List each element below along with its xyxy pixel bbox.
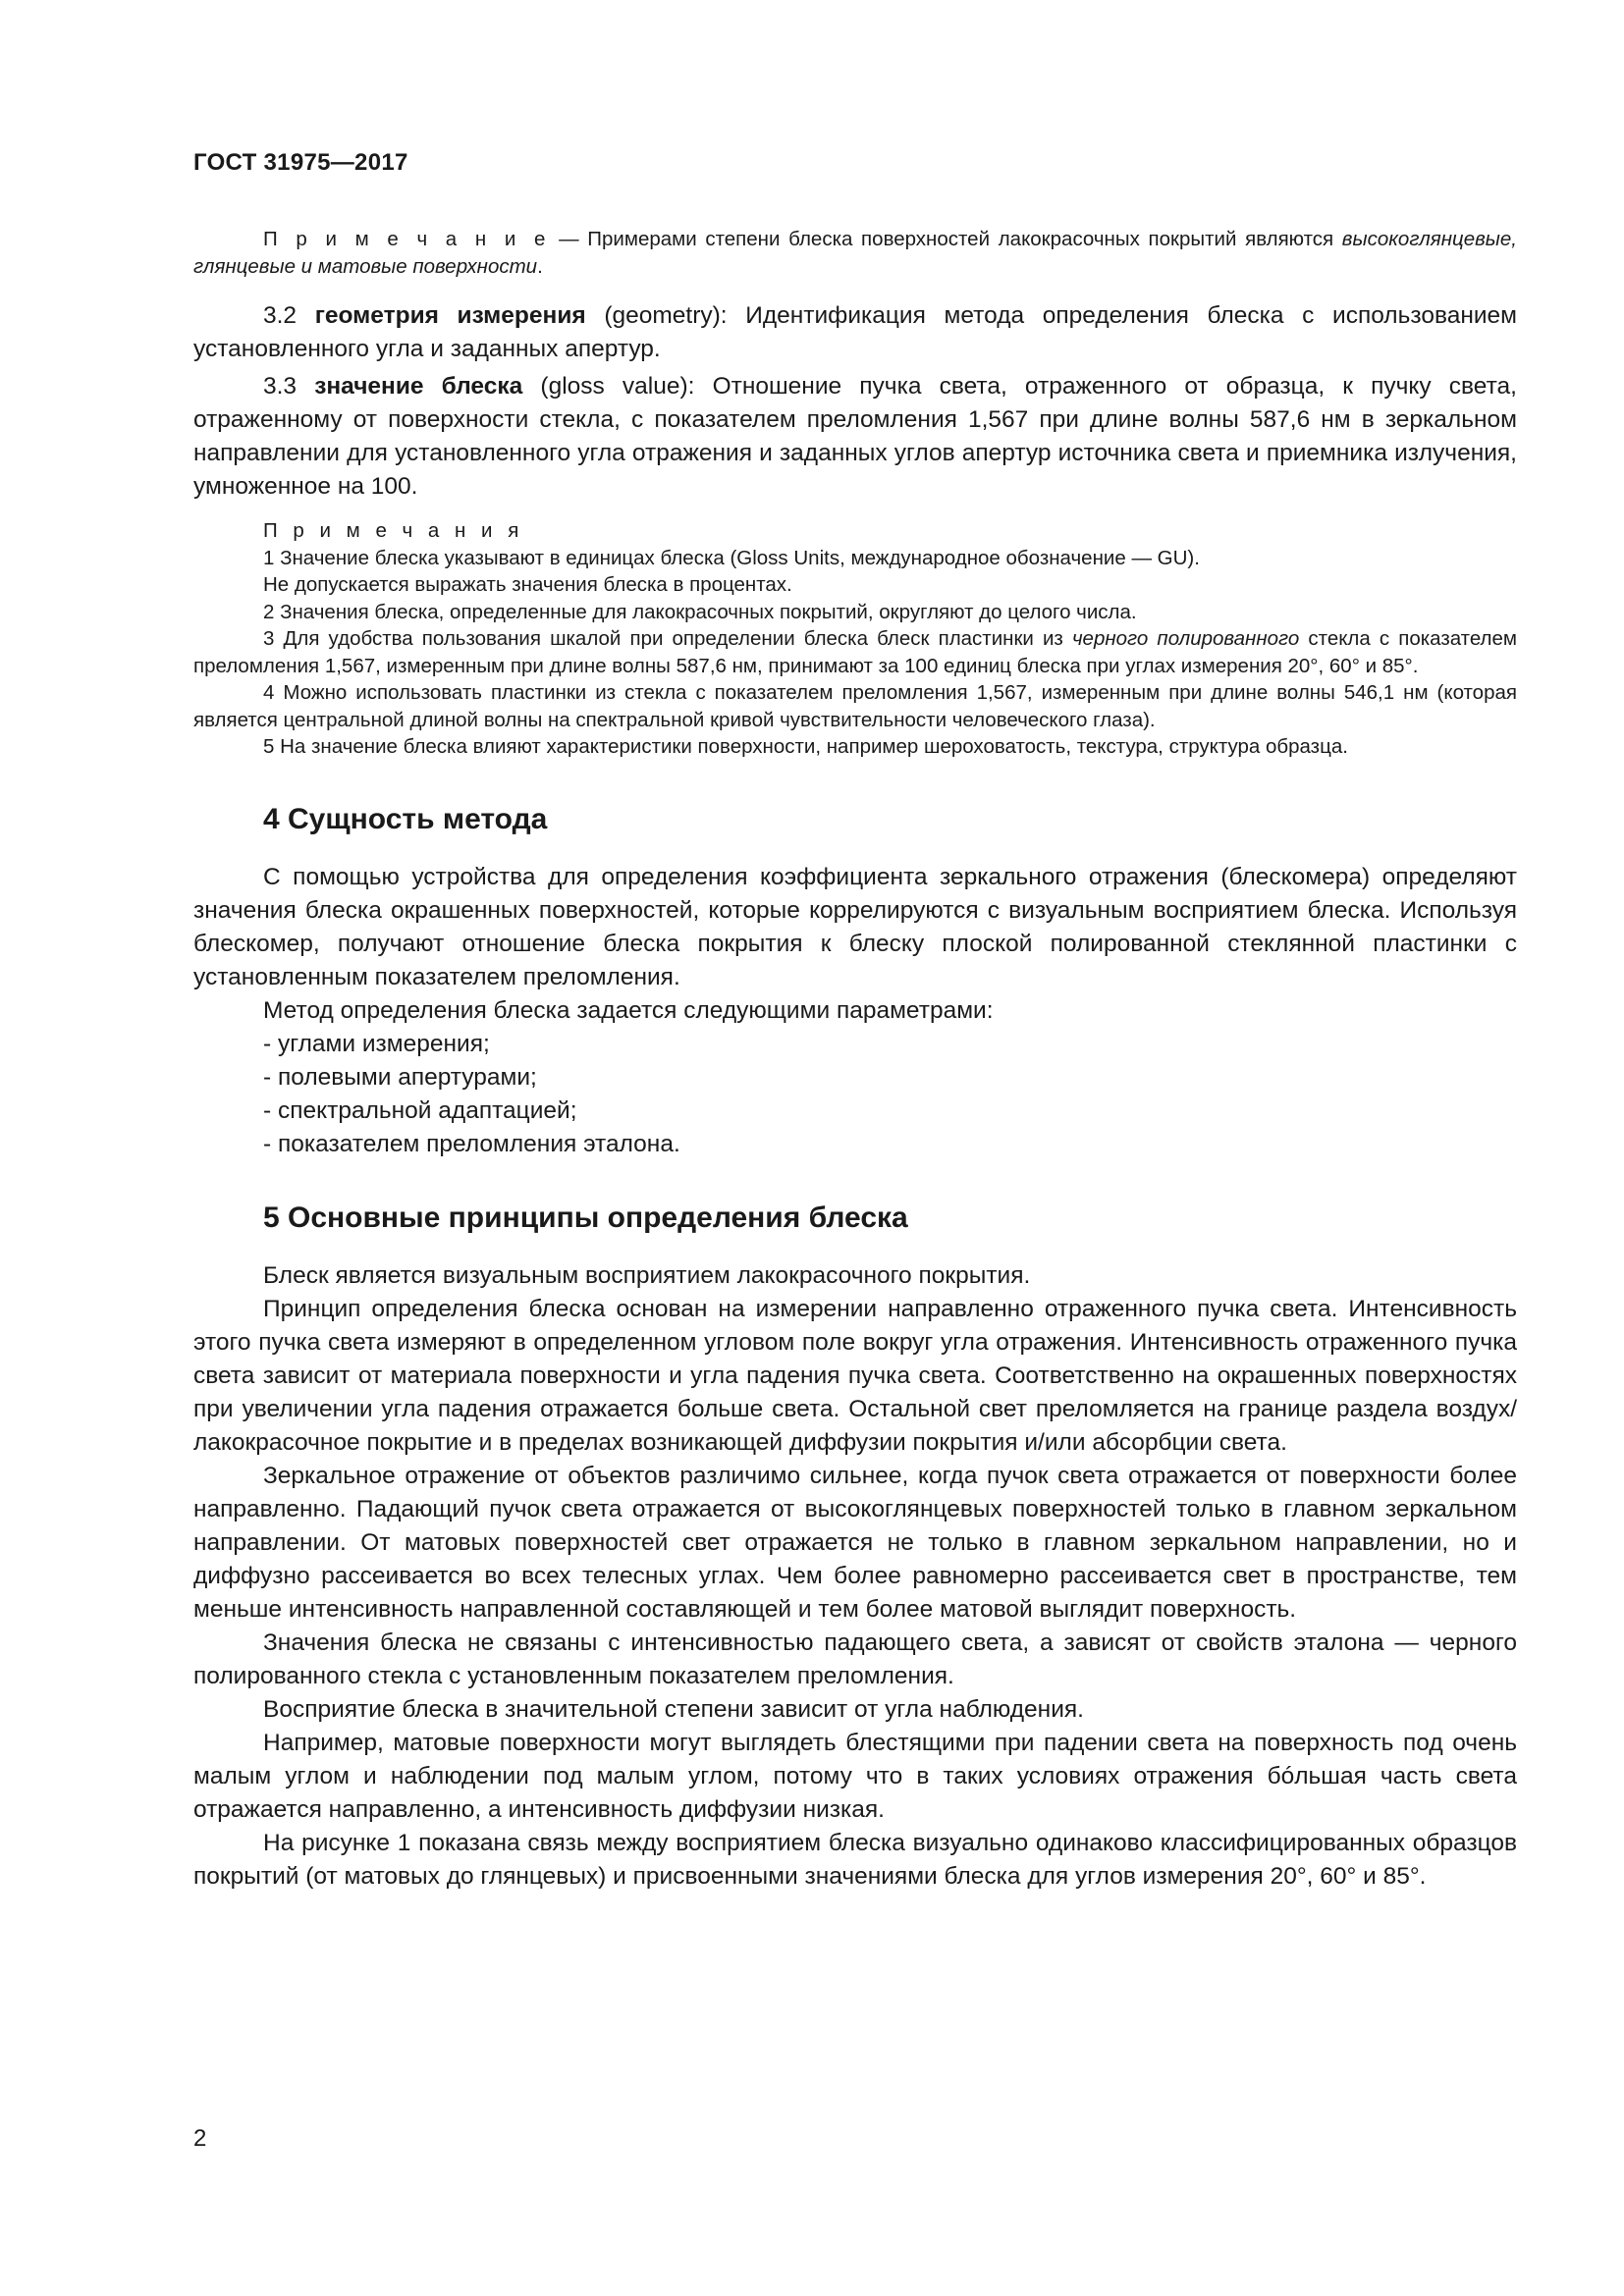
section-4-paragraph: Метод определения блеска задается следующими параметрами: bbox=[263, 996, 994, 1024]
definition-3-3 bbox=[193, 370, 1517, 504]
note-top bbox=[193, 226, 1517, 280]
section-4-paragraph: С помощью устройства для определения коэффициента зеркального отражения (блескомера) определяют значения блеска окрашенных поверхностей, которые коррелируются с визуальным восприятием блеска. Используя блескомер, получают отношение блеска покрытия к блеску плоской полированной стеклянной пластинки с установленным показателем преломления. bbox=[193, 863, 1517, 990]
section-5-paragraph: Блеск является визуальным восприятием лакокрасочного покрытия. bbox=[263, 1261, 1031, 1289]
section-5-paragraph: Значения блеска не связаны с интенсивностью падающего света, а зависят от свойств эталона — черного полированного стекла с установленным показателем преломления. bbox=[193, 1629, 1517, 1689]
list-item: - полевыми апертурами; bbox=[263, 1063, 537, 1091]
def-number: 3.3 bbox=[263, 373, 315, 400]
note-2: 2 Значения блеска, определенные для лакокрасочных покрытий, округляют до целого числа. bbox=[263, 600, 1137, 623]
section-4-heading: 4 Сущность метода bbox=[263, 802, 548, 835]
section-5-paragraph: Зеркальное отражение от объектов различимо сильнее, когда пучок света отражается от поверхности более направленно. Падающий пучок света отражается от высокоглянцевых поверхностей только в главном зеркальном направлении. От матовых поверхностей свет отражается не только в главном зеркальном направлении, но и диффузно рассеивается во всех телесных углах. Чем более равномерно рассеивается свет в пространстве, тем меньше интенсивность направленной составляющей и тем более матовой выглядит поверхность. bbox=[193, 1462, 1517, 1623]
note-5: 5 На значение блеска влияют характеристики поверхности, например шероховатость, текстура, структура образца. bbox=[263, 735, 1348, 758]
def-term: значение блеска bbox=[314, 373, 523, 400]
note-label: П р и м е ч а н и е bbox=[263, 228, 551, 250]
note-text-end: . bbox=[537, 254, 543, 278]
note-1b: Не допускается выражать значения блеска в процентах. bbox=[263, 573, 792, 596]
list-item: - показателем преломления эталона. bbox=[263, 1130, 680, 1157]
section-5-paragraph: Восприятие блеска в значительной степени зависит от угла наблюдения. bbox=[263, 1695, 1084, 1723]
document-body bbox=[193, 226, 1517, 1894]
section-5-paragraph: На рисунке 1 показана связь между восприятием блеска визуально одинаково классифицированных образцов покрытий (от матовых до глянцевых) и присвоенными значениями блеска для углов измерения 20°, 60° и 85°. bbox=[193, 1829, 1517, 1890]
def-text: (gloss value): Отношение пучка света, отраженного от образца, к пучку света, отраженному от поверхности стекла, с показателем преломления 1,567 при длине волны 587,6 нм в зеркальном направлении для установленного угла отражения и заданных углов апертур источника света и приемника излучения, умноженное на 100. bbox=[193, 373, 1517, 500]
section-5-paragraph: Например, матовые поверхности могут выглядеть блестящими при падении света на поверхность под очень малым углом и наблюдении под малым углом, потому что в таких условиях отражения бóльшая часть света отражается направленно, а интенсивность диффузии низкая. bbox=[193, 1729, 1517, 1823]
section-5-paragraph: Принцип определения блеска основан на измерении направленно отраженного пучка света. Интенсивность этого пучка света измеряют в определенном угловом поле вокруг угла отражения. Интенсивность отраженного пучка света зависит от материала поверхности и угла падения пучка света. Соответственно на окрашенных поверхностях при увеличении угла падения отражается больше света. Остальной свет преломляется на границе раздела воздух/лакокрасочное покрытие и в пределах возникающей диффузии покрытия и/или абсорбции света. bbox=[193, 1295, 1517, 1456]
document-header: ГОСТ 31975—2017 bbox=[193, 149, 408, 176]
def-text: (geometry): Идентификация метода определения блеска с использованием установленного угла и заданных апертур. bbox=[193, 302, 1517, 362]
section-5-heading: 5 Основные принципы определения блеска bbox=[263, 1201, 908, 1234]
notes-label: П р и м е ч а н и я bbox=[263, 519, 524, 542]
list-item: - углами измерения; bbox=[263, 1030, 490, 1057]
note-1: 1 Значение блеска указывают в единицах блеска (Gloss Units, международное обозначение — GU). bbox=[263, 546, 1200, 569]
definition-3-2 bbox=[193, 299, 1517, 366]
def-term: геометрия измерения bbox=[314, 302, 586, 329]
list-item: - спектральной адаптацией; bbox=[263, 1096, 577, 1124]
note-4: 4 Можно использовать пластинки из стекла с показателем преломления 1,567, измеренным при длине волны 546,1 нм (которая является центральной длиной волны на спектральной кривой чувствительности человеческого глаза). bbox=[193, 681, 1517, 731]
note-text-italic: высокоглянцевые, глянцевые и матовые поверхности bbox=[193, 228, 1517, 278]
page-number: 2 bbox=[193, 2125, 207, 2152]
note-text: — Примерами степени блеска поверхностей лакокрасочных покрытий являются bbox=[550, 228, 1342, 250]
note-3: 3 Для удобства пользования шкалой при определении блеска блеск пластинки из черного полированного стекла с показателем преломления 1,567, измеренным при длине волны 587,6 нм, принимают за 100 единиц блеска при углах измерения 20°, 60° и 85°. bbox=[193, 627, 1517, 677]
def-number: 3.2 bbox=[263, 302, 315, 329]
